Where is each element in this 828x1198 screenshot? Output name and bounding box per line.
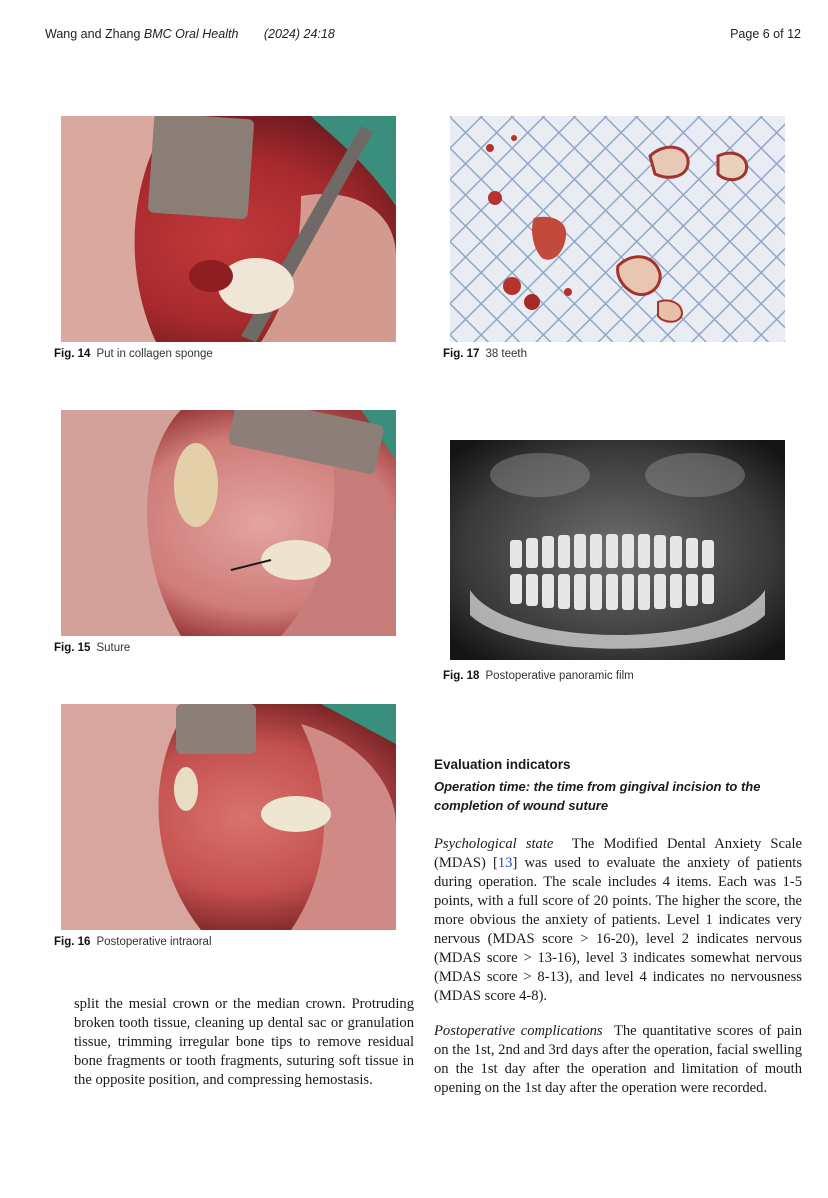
figure-18-label: Fig. 18 — [443, 670, 480, 682]
figure-15-label: Fig. 15 — [54, 642, 91, 654]
postop-text: The quantitative scores of pain on the 1st, 2nd and 3rd days after the operation, facial swelling on the 1st day after the operation and limitation of mouth opening on the 1st day after the operation were recorded. — [434, 1023, 802, 1096]
figure-17-label: Fig. 17 — [443, 348, 480, 360]
figure-17-caption-text: 38 teeth — [485, 348, 528, 360]
figure-18-caption — [443, 670, 634, 682]
figure-16-image — [61, 704, 396, 930]
header-journal: BMC Oral Health — [143, 27, 239, 41]
figure-18-caption-text: Postoperative panoramic film — [485, 670, 634, 682]
figure-17-image — [450, 116, 785, 342]
subsection-heading: Operation time: the time from gingival incision to the completion of wound suture — [434, 779, 761, 813]
figure-15-image — [61, 410, 396, 636]
figure-16-label: Fig. 16 — [54, 936, 91, 948]
figure-16-caption-text: Postoperative intraoral — [96, 936, 212, 948]
figure-15-caption — [54, 642, 130, 654]
reference-link[interactable]: 13 — [497, 855, 513, 871]
figure-14-caption — [54, 348, 213, 360]
header-authors: Wang and Zhang — [45, 27, 141, 41]
figure-14-image — [61, 116, 396, 342]
postoperative-complications-paragraph — [434, 1022, 802, 1098]
section-heading: Evaluation indicators — [434, 757, 571, 772]
figure-15-caption-text: Suture — [96, 642, 131, 654]
body-paragraph-left: split the mesial crown or the median crown. Protruding broken tooth tissue, cleaning up dental sac or granulation tissue, trimming irregular bone tips to remove residual bone fragments or tooth fragments, suturing soft tissue in the opposite position, and compressing hemostasis. — [74, 996, 414, 1088]
psychological-state-paragraph — [434, 835, 802, 1006]
header-volume: (2024) 24:18 — [263, 27, 335, 41]
postoperative-complications-title: Postoperative complications — [434, 1023, 603, 1039]
figure-16-caption — [54, 936, 212, 948]
running-header — [45, 27, 335, 41]
figure-14-label: Fig. 14 — [54, 348, 91, 360]
figure-17-caption — [443, 348, 527, 360]
psychological-state-title: Psychological state — [434, 836, 554, 852]
figure-14-caption-text: Put in collagen sponge — [96, 348, 213, 360]
psych-text-part2: ] was used to evaluate the anxiety of patients during operation. The scale includes 4 items. Each was 1-5 points, with a full score of 20 points. The higher the score, the more obvious the anxiety of patients. Level 1 indicates very nervous (MDAS score > 16-20), level 2 indicates nervous (MDAS score > 13-16), level 3 indicates somewhat nervous (MDAS score > 8-13), and level 4 indicates no nervousness (MDAS score 4-8). — [434, 855, 802, 1004]
page-number: Page 6 of 12 — [730, 27, 801, 41]
figure-18-image — [450, 440, 785, 660]
psych-text-part1: The Modified Dental Anxiety Scale (MDAS) [ — [434, 836, 802, 871]
